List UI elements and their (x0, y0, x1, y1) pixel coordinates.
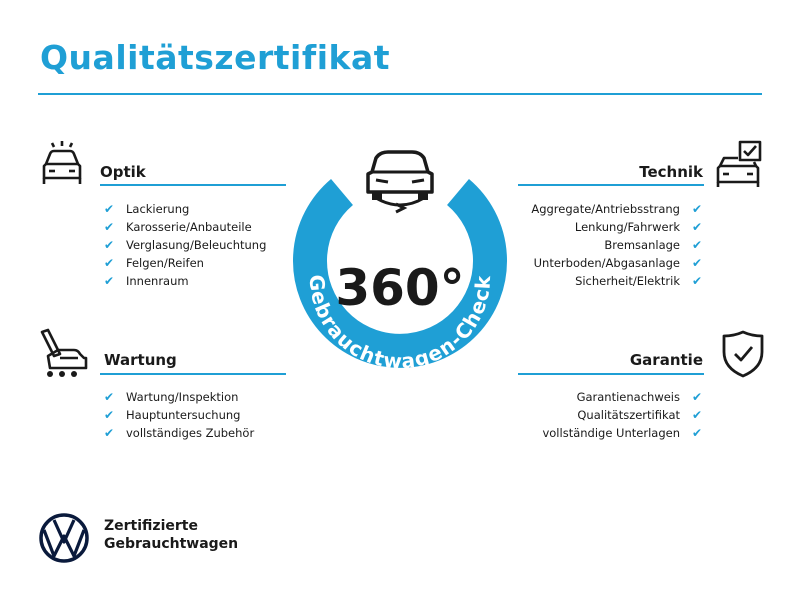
garantie-list (542, 388, 702, 442)
list-item: Garantienachweis ✔ (576, 390, 703, 404)
list-item: Aggregate/Antriebsstrang ✔ (531, 202, 703, 216)
list-item: Bremsanlage ✔ (604, 238, 703, 252)
section-divider-technik (518, 184, 704, 186)
car-checklist-icon (714, 140, 764, 188)
checkmark-icon: ✔ (104, 390, 115, 404)
checkmark-icon: ✔ (104, 238, 115, 252)
vw-logo-icon (38, 512, 90, 564)
list-item: vollständige Unterlagen ✔ (542, 426, 703, 440)
brand-label (104, 517, 238, 553)
list-item: ✔ vollständiges Zubehör (104, 426, 255, 440)
checkmark-icon: ✔ (104, 426, 115, 440)
list-item: ✔ Verglasung/Beleuchtung (104, 238, 267, 252)
checkmark-icon: ✔ (104, 202, 115, 216)
car-front-icon (38, 140, 86, 188)
checkmark-icon: ✔ (692, 426, 703, 440)
checkmark-icon: ✔ (692, 256, 703, 270)
technik-list (531, 200, 702, 290)
list-item: ✔ Lackierung (104, 202, 190, 216)
checkmark-icon: ✔ (692, 408, 703, 422)
section-heading-wartung: Wartung (104, 351, 177, 369)
ring-label: Gebrauchtwagen-Check (304, 273, 496, 374)
list-item: ✔ Wartung/Inspektion (104, 390, 239, 404)
checkmark-icon: ✔ (692, 238, 703, 252)
checkmark-icon: ✔ (692, 390, 703, 404)
car-service-icon (38, 328, 90, 378)
checkmark-icon: ✔ (692, 274, 703, 288)
brand-line-1: Zertifizierte (104, 518, 198, 534)
list-item: Sicherheit/Elektrik ✔ (575, 274, 703, 288)
checkmark-icon: ✔ (104, 408, 115, 422)
list-item: ✔ Hauptuntersuchung (104, 408, 241, 422)
list-item: Lenkung/Fahrwerk ✔ (574, 220, 703, 234)
360-check-badge (280, 130, 520, 390)
section-divider-optik (100, 184, 286, 186)
checkmark-icon: ✔ (104, 274, 115, 288)
section-divider-garantie (518, 373, 704, 375)
section-heading-garantie: Garantie (629, 351, 703, 369)
checkmark-icon: ✔ (104, 256, 115, 270)
shield-check-icon (722, 330, 764, 378)
optik-list (104, 200, 266, 290)
list-item: Unterboden/Abgasanlage ✔ (533, 256, 703, 270)
page-title: Qualitätszertifikat (40, 38, 391, 77)
checkmark-icon: ✔ (692, 202, 703, 216)
section-heading-technik: Technik (639, 163, 703, 181)
center-360-text: 360° (335, 259, 465, 317)
title-divider (38, 93, 762, 95)
checkmark-icon: ✔ (692, 220, 703, 234)
section-heading-optik: Optik (100, 163, 146, 181)
checkmark-icon: ✔ (104, 220, 115, 234)
list-item: Qualitätszertifikat ✔ (577, 408, 703, 422)
car-360-icon (368, 152, 432, 212)
wartung-list (104, 388, 254, 442)
brand-line-2: Gebrauchtwagen (104, 536, 239, 552)
list-item: ✔ Karosserie/Anbauteile (104, 220, 252, 234)
list-item: ✔ Innenraum (104, 274, 189, 288)
section-divider-wartung (100, 373, 286, 375)
list-item: ✔ Felgen/Reifen (104, 256, 204, 270)
